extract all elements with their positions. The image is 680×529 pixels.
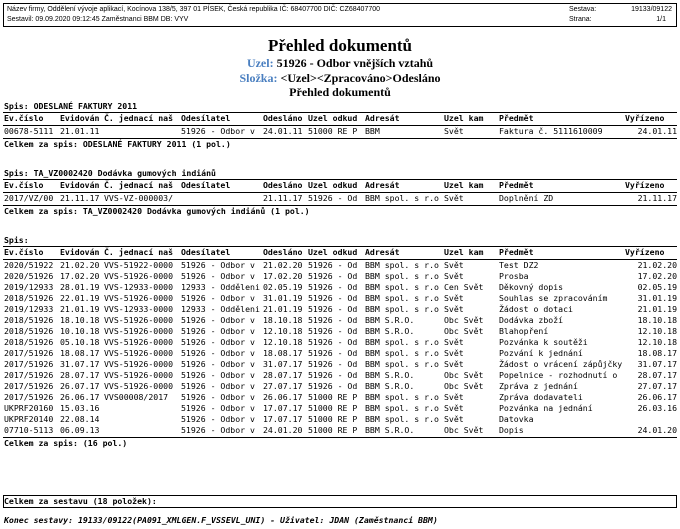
table-cell: 51926 - Od — [308, 260, 358, 270]
table-cell: 17.02.20 — [637, 271, 677, 281]
table-cell: 21.01.19 — [60, 304, 100, 314]
column-header: Evidován — [60, 247, 100, 257]
table-cell: VVS-VZ-000003/ — [104, 193, 174, 203]
table-cell: 28.07.17 — [263, 370, 303, 380]
table-cell: Svět — [444, 414, 464, 424]
table-cell: Svět — [444, 126, 464, 136]
compiled-info: Sestavil: 09.09.2020 09:12:45 Zaměstnanci BBM DB: VYV — [7, 16, 189, 23]
table-cell: 24.01.11 — [263, 126, 303, 136]
table-row — [3, 293, 677, 304]
table-cell: BBM S.R.O. — [365, 370, 415, 380]
table-cell: 21.11.17 — [263, 193, 303, 203]
table-cell: 51926 - Od — [308, 282, 358, 292]
table-cell: 10.10.18 — [60, 326, 100, 336]
table-cell: BBM spol. s r.o — [365, 403, 439, 413]
column-header: Vyřízeno — [625, 247, 665, 257]
column-header: Adresát — [365, 180, 400, 190]
table-cell: 51000 RE P — [308, 392, 358, 402]
table-cell: 22.01.19 — [60, 293, 100, 303]
table-cell: 2017/51926 — [4, 370, 54, 380]
table-cell: 51926 - Od — [308, 315, 358, 325]
table-cell: 27.07.17 — [263, 381, 303, 391]
table-cell: Obc Svět — [444, 315, 484, 325]
table-cell: Svět — [444, 348, 464, 358]
column-header: Č. jednací naš — [104, 247, 174, 257]
table-cell: 17.02.20 — [60, 271, 100, 281]
column-header: Uzel kam — [444, 113, 484, 123]
column-header: Uzel odkud — [308, 113, 358, 123]
slozka-label: Složka: — [239, 71, 278, 85]
table-cell: 28.07.17 — [637, 370, 677, 380]
table-cell: 2017/51926 — [4, 381, 54, 391]
table-cell: Žádost o dotaci — [499, 304, 573, 314]
column-header: Předmět — [499, 113, 534, 123]
table-cell: Svět — [444, 260, 464, 270]
table-cell: 51926 - Od — [308, 370, 358, 380]
table-row — [3, 282, 677, 293]
table-cell: 51000 RE P — [308, 414, 358, 424]
column-header: Evidován — [60, 113, 100, 123]
table-cell: 00678-5111 — [4, 126, 54, 136]
table-cell: Obc Svět — [444, 381, 484, 391]
table-cell: 2018/51926 — [4, 293, 54, 303]
table-cell: 07710-5113 — [4, 425, 54, 435]
table-cell: Obc Svět — [444, 370, 484, 380]
column-header: Evidován — [60, 180, 100, 190]
column-header: Adresát — [365, 247, 400, 257]
table-cell: VVS-51926-0000 — [104, 293, 174, 303]
column-header: Odesílatel — [181, 113, 231, 123]
table-cell: 28.01.19 — [60, 282, 100, 292]
table-cell: Svět — [444, 304, 464, 314]
table-cell: Dopis — [499, 425, 524, 435]
table-cell: 17.07.17 — [263, 403, 303, 413]
table-cell: 21.01.19 — [263, 304, 303, 314]
column-header: Odesílatel — [181, 180, 231, 190]
table-cell: Pozvání k jednání — [499, 348, 583, 358]
table-cell: 51926 - Odbor v — [181, 392, 255, 402]
table-cell: Blahopření — [499, 326, 549, 336]
table-cell: 24.01.20 — [637, 425, 677, 435]
table-cell: BBM spol. s r.o — [365, 271, 439, 281]
table-cell: UKPRF20140 — [4, 414, 54, 424]
table-cell: BBM spol. s r.o — [365, 392, 439, 402]
table-cell: BBM S.R.O. — [365, 381, 415, 391]
table-cell: 21.02.20 — [60, 260, 100, 270]
table-cell: 05.10.18 — [60, 337, 100, 347]
table-row — [3, 193, 677, 204]
table-cell: 51926 - Od — [308, 293, 358, 303]
table-cell: 51926 - Odbor v — [181, 425, 255, 435]
table-cell: 51926 - Od — [308, 381, 358, 391]
column-header: Vyřízeno — [625, 180, 665, 190]
table-cell: VVS-51926-0000 — [104, 271, 174, 281]
table-cell: 2019/12933 — [4, 304, 54, 314]
table-cell: BBM spol. s r.o — [365, 337, 439, 347]
section-total: Celkem za spis: (16 pol.) — [4, 438, 128, 448]
table-cell: 2018/51926 — [4, 315, 54, 325]
table-cell: Datovka — [499, 414, 534, 424]
table-cell: 51926 - Odbor v — [181, 260, 255, 270]
table-cell: Pozvánka k soutěži — [499, 337, 588, 347]
column-header: Uzel kam — [444, 180, 484, 190]
column-header: Odesílatel — [181, 247, 231, 257]
table-cell: 28.07.17 — [60, 370, 100, 380]
table-cell: 18.10.18 — [60, 315, 100, 325]
table-cell: 12.10.18 — [637, 326, 677, 336]
table-cell: Svět — [444, 392, 464, 402]
table-cell: Faktura č. 5111610009 — [499, 126, 603, 136]
table-cell: Obc Svět — [444, 425, 484, 435]
table-cell: 12.10.18 — [263, 337, 303, 347]
table-cell: Dodávka zboží — [499, 315, 564, 325]
table-cell: 51926 - Odbor v — [181, 271, 255, 281]
table-row — [3, 271, 677, 282]
table-row — [3, 304, 677, 315]
table-cell: 02.05.19 — [637, 282, 677, 292]
table-row — [3, 126, 677, 137]
table-cell: Cen Svět — [444, 282, 484, 292]
table-cell: 51926 - Od — [308, 359, 358, 369]
table-cell: Obc Svět — [444, 326, 484, 336]
table-cell: 06.09.13 — [60, 425, 100, 435]
table-row — [3, 403, 677, 414]
table-cell: Doplnění ZD — [499, 193, 554, 203]
slozka-value: <Uzel><Zpracováno>Odesláno — [280, 71, 441, 85]
report-title: Přehled dokumentů — [267, 36, 413, 55]
table-cell: 22.08.14 — [60, 414, 100, 424]
table-cell: 31.01.19 — [263, 293, 303, 303]
table-cell: Zpráva z jednání — [499, 381, 578, 391]
sestava-value: 19133/09122 — [631, 6, 672, 13]
table-cell: 17.07.17 — [263, 414, 303, 424]
table-cell: BBM S.R.O. — [365, 425, 415, 435]
table-cell: 51926 - Odbor v — [181, 326, 255, 336]
table-cell: VVS00008/2017 — [104, 392, 169, 402]
table-cell: 15.03.16 — [60, 403, 100, 413]
table-cell: Děkovný dopis — [499, 282, 564, 292]
table-cell: 51926 - Odbor v — [181, 403, 255, 413]
table-row — [3, 326, 677, 337]
table-cell: Prosba — [499, 271, 529, 281]
column-header: Odesláno — [263, 113, 303, 123]
column-header: Uzel odkud — [308, 247, 358, 257]
table-cell: Zpráva dodavateli — [499, 392, 583, 402]
table-cell: BBM spol. s r.o — [365, 282, 439, 292]
table-cell: BBM spol. s r.o — [365, 293, 439, 303]
section-total: Celkem za spis: ODESLANÉ FAKTURY 2011 (1 pol.) — [4, 139, 231, 149]
table-cell: BBM spol. s r.o — [365, 348, 439, 358]
column-header: Odesláno — [263, 180, 303, 190]
table-cell: VVS-51926-0000 — [104, 370, 174, 380]
table-cell: 2018/51926 — [4, 326, 54, 336]
table-cell: Svět — [444, 193, 464, 203]
table-cell: 12933 - Odděleni — [181, 282, 260, 292]
table-cell: BBM spol. s r.o — [365, 193, 439, 203]
company-info: Název firmy, Oddělení vývoje aplikací, Kocínova 138/5, 397 01 PÍSEK, Česká republika IČ: 68407700 DIČ: CZ68407700 — [7, 6, 381, 13]
report-footer: Konec sestavy: 19133/09122(PA091_XMLGEN.F_VSSEVL_UNI) - Uživatel: JDAN (Zaměstnanci BBM) — [4, 515, 438, 525]
table-cell: 51926 - Od — [308, 193, 358, 203]
table-cell: 51926 - Od — [308, 304, 358, 314]
table-cell: 31.07.17 — [263, 359, 303, 369]
table-cell: Pozvánka na jednání — [499, 403, 593, 413]
table-cell: 26.03.16 — [637, 403, 677, 413]
table-cell: VVS-12933-0000 — [104, 304, 174, 314]
table-cell: 51926 - Od — [308, 271, 358, 281]
table-cell: 31.07.17 — [60, 359, 100, 369]
table-header-row — [3, 247, 677, 258]
table-cell: Svět — [444, 337, 464, 347]
table-row — [3, 359, 677, 370]
section-title: Spis: ODESLANÉ FAKTURY 2011 — [4, 101, 138, 111]
column-header: Č. jednací naš — [104, 113, 174, 123]
column-header: Předmět — [499, 247, 534, 257]
table-cell: 51926 - Odbor v — [181, 126, 255, 136]
strana-value: 1/1 — [656, 16, 666, 23]
uzel-value: 51926 - Odbor vnějších vztahů — [276, 56, 434, 70]
table-cell: VVS-51926-0000 — [104, 359, 174, 369]
table-cell: Souhlas se zpracováním — [499, 293, 608, 303]
section-total: Celkem za spis: TA_VZ0002420 Dodávka gumových indiánů (1 pol.) — [4, 206, 310, 216]
table-cell: Popelnice - rozhodnutí o — [499, 370, 618, 380]
table-row — [3, 315, 677, 326]
column-header: Vyřízeno — [625, 113, 665, 123]
table-cell: 26.06.17 — [60, 392, 100, 402]
table-cell: 21.02.20 — [263, 260, 303, 270]
table-cell: BBM spol. s r.o — [365, 414, 439, 424]
report-header — [3, 3, 677, 27]
table-cell: 18.10.18 — [637, 315, 677, 325]
table-cell: VVS-51926-0000 — [104, 326, 174, 336]
uzel-line — [0, 56, 680, 71]
section-title: Spis: TA_VZ0002420 Dodávka gumových indiánů — [4, 168, 216, 178]
table-row — [3, 337, 677, 348]
column-header: Č. jednací naš — [104, 180, 174, 190]
table-cell: 12.10.18 — [637, 337, 677, 347]
column-header: Odesláno — [263, 247, 303, 257]
table-cell: 26.07.17 — [60, 381, 100, 391]
table-cell: VVS-51922-0000 — [104, 260, 174, 270]
table-cell: VVS-51926-0000 — [104, 348, 174, 358]
slozka-line — [0, 71, 680, 86]
table-row — [3, 260, 677, 271]
table-cell: 51926 - Odbor v — [181, 381, 255, 391]
table-cell: 17.02.20 — [263, 271, 303, 281]
table-cell: 2020/51922 — [4, 260, 54, 270]
table-cell: 51926 - Od — [308, 337, 358, 347]
table-cell: 2020/51926 — [4, 271, 54, 281]
table-cell: 18.08.17 — [263, 348, 303, 358]
table-cell: Svět — [444, 359, 464, 369]
table-row — [3, 381, 677, 392]
table-cell: VVS-51926-0000 — [104, 315, 174, 325]
table-cell: 51926 - Odbor v — [181, 359, 255, 369]
table-cell: 21.11.17 — [60, 193, 100, 203]
section-title: Spis: — [4, 235, 29, 245]
table-cell: 26.06.17 — [263, 392, 303, 402]
uzel-label: Uzel: — [246, 56, 274, 70]
table-cell: Žádost o vrácení zápůjčky — [499, 359, 623, 369]
table-row — [3, 392, 677, 403]
table-cell: 51926 - Odbor v — [181, 414, 255, 424]
column-header: Ev.číslo — [4, 113, 44, 123]
table-cell: VVS-12933-0000 — [104, 282, 174, 292]
table-cell: 2017/51926 — [4, 392, 54, 402]
column-header: Adresát — [365, 113, 400, 123]
table-cell: 18.08.17 — [637, 348, 677, 358]
table-cell: 2019/12933 — [4, 282, 54, 292]
table-cell: 24.01.20 — [263, 425, 303, 435]
table-cell: BBM S.R.O. — [365, 315, 415, 325]
column-header: Ev.číslo — [4, 247, 44, 257]
report-subtitle: Přehled dokumentů — [289, 85, 391, 99]
table-cell: 51926 - Od — [308, 326, 358, 336]
table-cell: VVS-51926-0000 — [104, 337, 174, 347]
table-cell: 51926 - Odbor v — [181, 348, 255, 358]
table-cell: 18.10.18 — [263, 315, 303, 325]
table-cell: 51926 - Odbor v — [181, 337, 255, 347]
table-cell: Svět — [444, 293, 464, 303]
table-cell: 2017/51926 — [4, 348, 54, 358]
column-header: Uzel kam — [444, 247, 484, 257]
table-cell: VVS-51926-0000 — [104, 381, 174, 391]
table-cell: 21.02.20 — [637, 260, 677, 270]
table-cell: Svět — [444, 271, 464, 281]
table-cell: BBM spol. s r.o — [365, 304, 439, 314]
table-cell: 21.01.11 — [60, 126, 100, 136]
table-cell: BBM spol. s r.o — [365, 260, 439, 270]
table-cell: 2018/51926 — [4, 337, 54, 347]
table-row — [3, 414, 677, 425]
table-cell: 2017/VZ/00 — [4, 193, 54, 203]
table-cell: 51000 RE P — [308, 425, 358, 435]
table-cell: 02.05.19 — [263, 282, 303, 292]
table-cell: 51926 - Odbor v — [181, 293, 255, 303]
table-cell: UKPRF20160 — [4, 403, 54, 413]
table-cell: 27.07.17 — [637, 381, 677, 391]
table-cell: BBM S.R.O. — [365, 326, 415, 336]
table-row — [3, 370, 677, 381]
column-header: Uzel odkud — [308, 180, 358, 190]
table-cell: 51000 RE P — [308, 126, 358, 136]
table-cell: 21.01.19 — [637, 304, 677, 314]
table-cell: 12.10.18 — [263, 326, 303, 336]
table-cell: 26.06.17 — [637, 392, 677, 402]
table-cell: 51000 RE P — [308, 403, 358, 413]
table-cell: 31.01.19 — [637, 293, 677, 303]
table-header-row — [3, 113, 677, 124]
table-cell: 24.01.11 — [637, 126, 677, 136]
grand-total: Celkem za sestavu (18 položek): — [4, 496, 157, 506]
column-header: Ev.číslo — [4, 180, 44, 190]
table-cell: 51926 - Od — [308, 348, 358, 358]
table-cell: BBM spol. s r.o — [365, 359, 439, 369]
table-cell: 31.07.17 — [637, 359, 677, 369]
column-header: Předmět — [499, 180, 534, 190]
table-cell: 2017/51926 — [4, 359, 54, 369]
sestava-label: Sestava: — [569, 6, 597, 13]
table-row — [3, 348, 677, 359]
table-cell: 21.11.17 — [637, 193, 677, 203]
table-cell: Test DZ2 — [499, 260, 539, 270]
table-cell: BBM — [365, 126, 380, 136]
table-cell: 12933 - Odděleni — [181, 304, 260, 314]
table-header-row — [3, 180, 677, 191]
strana-label: Strana: — [569, 16, 592, 23]
table-row — [3, 425, 677, 436]
table-cell: Svět — [444, 403, 464, 413]
table-cell: 51926 - Odbor v — [181, 370, 255, 380]
table-cell: 51926 - Odbor v — [181, 315, 255, 325]
table-cell: 18.08.17 — [60, 348, 100, 358]
